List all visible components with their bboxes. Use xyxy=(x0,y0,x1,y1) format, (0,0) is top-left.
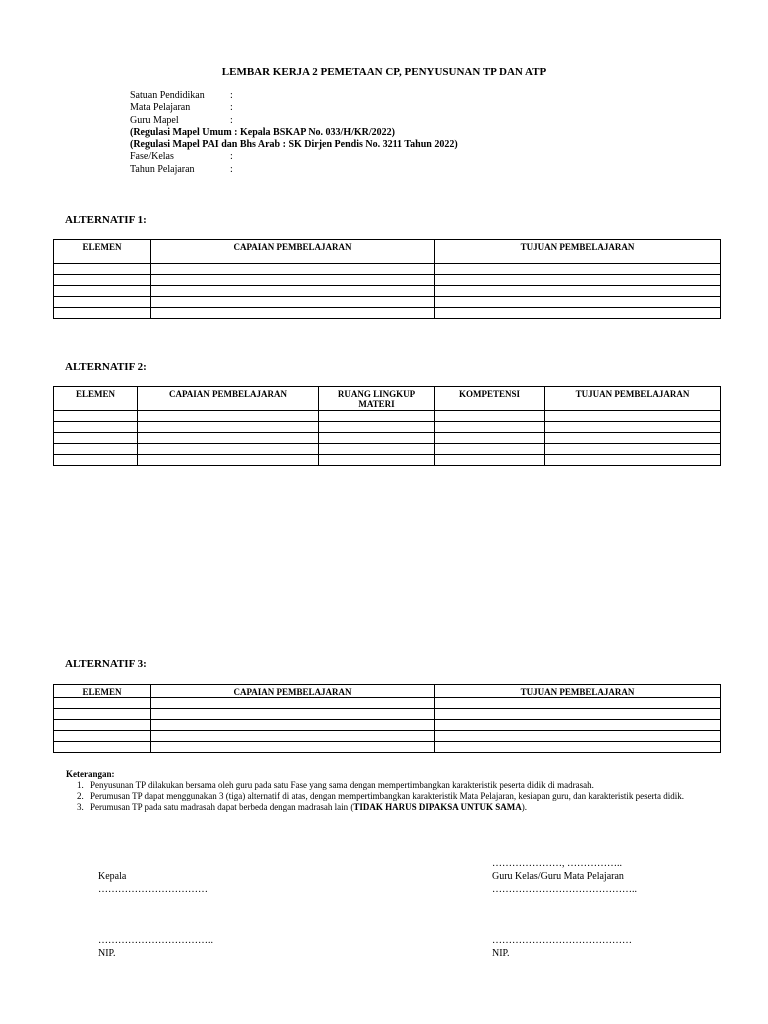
keterangan-title-text: Keterangan xyxy=(66,769,112,779)
identity-block xyxy=(130,90,458,176)
alternatif-1-table xyxy=(53,239,721,319)
table-cell[interactable] xyxy=(138,444,319,455)
column-header-tujuan: TUJUAN PEMBELAJARAN xyxy=(435,240,721,264)
table-cell[interactable] xyxy=(54,308,151,319)
table-cell[interactable] xyxy=(54,698,151,709)
field-guru-mapel xyxy=(130,115,458,127)
table-cell[interactable] xyxy=(435,308,721,319)
table-row xyxy=(54,275,721,286)
table-cell[interactable] xyxy=(435,433,545,444)
item-text-end: ). xyxy=(521,802,528,812)
table-cell[interactable] xyxy=(54,433,138,444)
table-cell[interactable] xyxy=(138,455,319,466)
signature-right-nip: NIP. xyxy=(492,948,510,959)
emphasis-text: TIDAK HARUS DIPAKSA UNTUK SAMA xyxy=(353,802,522,812)
table-cell[interactable] xyxy=(151,731,435,742)
list-item: 1. Penyusunan TP dilakukan bersama oleh guru pada satu Fase yang sama dengan mempertimbangkan karakteristik peserta didik di madrasah. xyxy=(86,780,726,791)
signature-left-dots: …………………………… xyxy=(98,884,208,895)
table-cell[interactable] xyxy=(151,720,435,731)
column-header-ruang-lingkup: RUANG LINGKUP MATERI xyxy=(319,387,435,411)
column-header-tujuan: TUJUAN PEMBELAJARAN xyxy=(435,685,721,698)
field-label: Fase/Kelas xyxy=(130,151,174,163)
table-cell[interactable] xyxy=(435,709,721,720)
table-row xyxy=(54,742,721,753)
table-cell[interactable] xyxy=(54,275,151,286)
table-row xyxy=(54,411,721,422)
table-cell[interactable] xyxy=(545,411,721,422)
table-cell[interactable] xyxy=(435,731,721,742)
table-cell[interactable] xyxy=(151,286,435,297)
alternatif-3-heading: ALTERNATIF 3: xyxy=(65,658,147,670)
column-header-elemen: ELEMEN xyxy=(54,685,151,698)
table-cell[interactable] xyxy=(54,444,138,455)
table-cell[interactable] xyxy=(54,297,151,308)
table-cell[interactable] xyxy=(54,411,138,422)
table-row xyxy=(54,444,721,455)
table-cell[interactable] xyxy=(319,444,435,455)
table-cell[interactable] xyxy=(151,264,435,275)
table-cell[interactable] xyxy=(138,433,319,444)
column-header-capaian: CAPAIAN PEMBELAJARAN xyxy=(151,240,435,264)
alternatif-2-table xyxy=(53,386,721,466)
table-cell[interactable] xyxy=(435,455,545,466)
page-title: LEMBAR KERJA 2 PEMETAAN CP, PENYUSUNAN TP DAN ATP xyxy=(221,66,547,78)
table-cell[interactable] xyxy=(545,433,721,444)
table-cell[interactable] xyxy=(435,444,545,455)
table-row xyxy=(54,455,721,466)
field-fase-kelas xyxy=(130,151,458,163)
table-cell[interactable] xyxy=(319,422,435,433)
field-separator: : xyxy=(230,163,233,175)
table-cell[interactable] xyxy=(54,422,138,433)
place-date-line: …………………, …………….. xyxy=(492,858,622,869)
table-cell[interactable] xyxy=(435,286,721,297)
field-separator: : xyxy=(230,151,233,163)
table-cell[interactable] xyxy=(545,422,721,433)
alternatif-1-heading: ALTERNATIF 1: xyxy=(65,214,147,226)
table-cell[interactable] xyxy=(54,720,151,731)
table-cell[interactable] xyxy=(151,297,435,308)
keterangan-section xyxy=(66,769,726,813)
table-cell[interactable] xyxy=(545,444,721,455)
table-cell[interactable] xyxy=(435,742,721,753)
table-row xyxy=(54,698,721,709)
table-cell[interactable] xyxy=(54,455,138,466)
list-item: 2. Perumusan TP dapat menggunakan 3 (tiga) alternatif di atas, dengan mempertimbangkan karakteristik Mata Pelajaran, kesiapan guru, dan karakteristik peserta didik. xyxy=(86,791,726,802)
table-cell[interactable] xyxy=(54,709,151,720)
field-separator: : xyxy=(230,90,233,101)
signature-left-nip: NIP. xyxy=(98,948,116,959)
column-header-capaian: CAPAIAN PEMBELAJARAN xyxy=(138,387,319,411)
column-header-tujuan: TUJUAN PEMBELAJARAN xyxy=(545,387,721,411)
field-label: Guru Mapel xyxy=(130,114,179,126)
table-cell[interactable] xyxy=(435,411,545,422)
signature-left-name-line: …………………………….. xyxy=(98,935,213,946)
table-row xyxy=(54,709,721,720)
table-cell[interactable] xyxy=(435,698,721,709)
table-cell[interactable] xyxy=(138,422,319,433)
table-cell[interactable] xyxy=(138,411,319,422)
table-cell[interactable] xyxy=(435,275,721,286)
table-cell[interactable] xyxy=(435,264,721,275)
table-cell[interactable] xyxy=(151,275,435,286)
field-separator: : xyxy=(230,114,233,126)
column-header-elemen: ELEMEN xyxy=(54,240,151,264)
table-cell[interactable] xyxy=(435,422,545,433)
list-item xyxy=(86,802,726,813)
alternatif-2-heading: ALTERNATIF 2: xyxy=(65,361,147,373)
table-row xyxy=(54,720,721,731)
table-row xyxy=(54,422,721,433)
field-label: Satuan Pendidikan xyxy=(130,90,205,101)
field-label: Mata Pelajaran xyxy=(130,102,191,114)
table-cell[interactable] xyxy=(54,742,151,753)
table-cell[interactable] xyxy=(54,731,151,742)
field-mata-pelajaran xyxy=(130,102,458,114)
signature-right-title: Guru Kelas/Guru Mata Pelajaran xyxy=(492,871,624,882)
item-text: Perumusan TP pada satu madrasah dapat berbeda dengan madrasah lain ( xyxy=(90,802,354,812)
table-row xyxy=(54,308,721,319)
field-separator: : xyxy=(230,102,233,114)
table-row xyxy=(54,433,721,444)
table-cell[interactable] xyxy=(151,709,435,720)
table-cell[interactable] xyxy=(435,297,721,308)
table-cell[interactable] xyxy=(435,720,721,731)
table-row xyxy=(54,731,721,742)
column-header-elemen: ELEMEN xyxy=(54,387,138,411)
table-cell[interactable] xyxy=(319,455,435,466)
signature-right-dots: …………………………………….. xyxy=(492,884,637,895)
column-header-capaian: CAPAIAN PEMBELAJARAN xyxy=(151,685,435,698)
table-cell[interactable] xyxy=(54,286,151,297)
table-cell[interactable] xyxy=(54,264,151,275)
table-cell[interactable] xyxy=(319,411,435,422)
alternatif-3-table xyxy=(53,684,721,753)
field-tahun-pelajaran xyxy=(130,164,458,176)
column-header-kompetensi: KOMPETENSI xyxy=(435,387,545,411)
table-cell[interactable] xyxy=(151,698,435,709)
table-cell[interactable] xyxy=(151,742,435,753)
signature-left-title: Kepala xyxy=(98,871,127,882)
table-cell[interactable] xyxy=(319,433,435,444)
table-row xyxy=(54,297,721,308)
table-cell[interactable] xyxy=(151,308,435,319)
table-row xyxy=(54,264,721,275)
keterangan-list xyxy=(66,780,726,813)
regulasi-umum: (Regulasi Mapel Umum : Kepala BSKAP No. 033/H/KR/2022) xyxy=(130,126,395,138)
table-cell[interactable] xyxy=(545,455,721,466)
regulasi-pai: (Regulasi Mapel PAI dan Bhs Arab : SK Dirjen Pendis No. 3211 Tahun 2022) xyxy=(130,139,458,151)
table-row xyxy=(54,286,721,297)
field-label: Tahun Pelajaran xyxy=(130,163,195,175)
field-satuan-pendidikan xyxy=(130,90,458,102)
keterangan-title: Keterangan: xyxy=(66,769,115,779)
signature-right-name-line: …………………………………… xyxy=(492,935,632,946)
